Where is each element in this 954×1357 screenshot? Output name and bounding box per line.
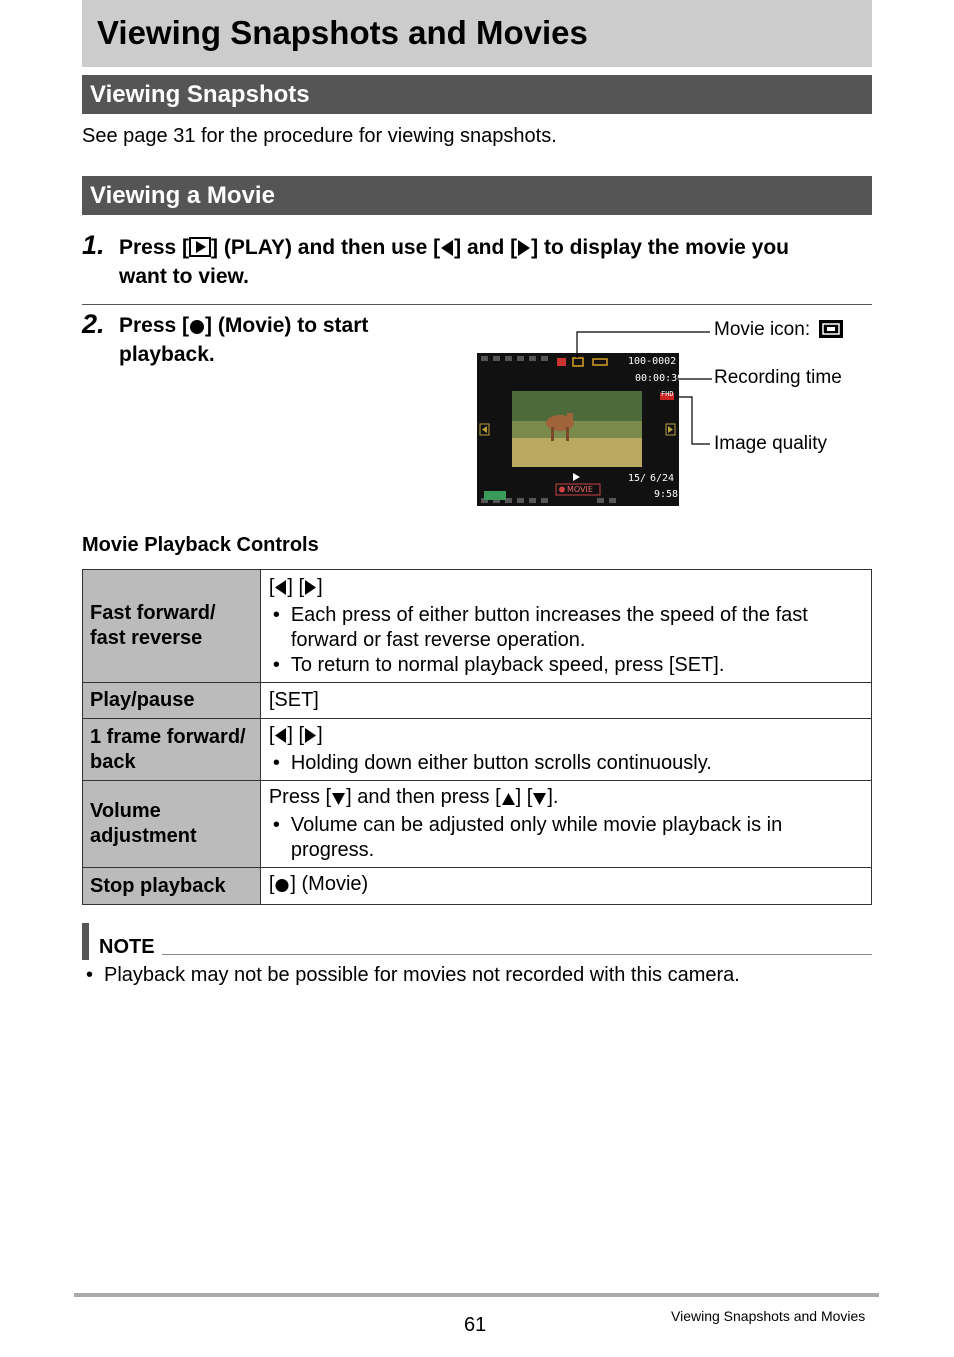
row-label-line: back: [90, 750, 136, 773]
controls-heading: Movie Playback Controls: [82, 534, 319, 556]
row-label-line: Volume: [90, 800, 161, 822]
down-triangle-icon: [532, 788, 547, 813]
footer-title: Viewing Snapshots and Movies: [671, 1308, 866, 1324]
note-rule: [162, 954, 872, 955]
step-1-text-b: ] (PLAY) and then use [: [211, 236, 441, 259]
table-row: [83, 719, 872, 781]
step-1-text-c: ] and [: [454, 236, 518, 259]
row-value-play-pause: [SET]: [260, 683, 871, 719]
volume-text-d: ].: [547, 786, 559, 808]
screen-recording-time: 00:00:30: [635, 373, 684, 384]
step-2-text-a: Press [: [119, 314, 190, 337]
callout-recording-time: Recording time: [714, 367, 842, 388]
snapshots-body-text: See page 31 for the procedure for viewing snapshots.: [82, 125, 557, 147]
screen-frame-count: 15/: [628, 473, 647, 484]
step-1-text-line2: want to view.: [119, 265, 249, 288]
table-row: [83, 781, 872, 868]
row-label-line: Fast forward/: [90, 602, 216, 624]
movie-icon: [819, 320, 843, 345]
step-1-text-a: Press [: [119, 236, 190, 259]
volume-text-a: Press [: [268, 786, 332, 808]
note-label: NOTE: [99, 936, 155, 958]
list-item: [269, 603, 863, 653]
row-label-frame: [83, 719, 261, 781]
row-value-volume: [260, 781, 871, 868]
list-item: [269, 813, 863, 863]
step-2-number: 2.: [82, 309, 105, 339]
row-label-fast-forward: [83, 570, 261, 683]
row-label-line: adjustment: [90, 825, 197, 847]
left-triangle-icon: [274, 578, 287, 603]
screen-file-number: 100-0002: [628, 356, 677, 367]
left-triangle-icon: [440, 238, 454, 264]
callout-movie-icon: [714, 318, 843, 345]
movie-record-dot-icon: [274, 875, 290, 900]
step-2-text: [119, 313, 449, 368]
play-key-icon: [189, 237, 211, 264]
volume-text-c: ] [: [515, 786, 533, 808]
row-keys: [ ] [ ]: [269, 575, 863, 603]
list-item-line: • Volume can be adjusted only while movie playback is in: [290, 814, 783, 836]
row-value-stop: [ ] (Movie): [260, 868, 871, 905]
callout-movie-icon-label: Movie icon:: [714, 319, 811, 340]
note-marker: [82, 923, 89, 960]
row-keys: [269, 785, 863, 813]
table-row: [83, 868, 872, 905]
movie-record-dot-icon: [189, 316, 205, 342]
callout-image-quality: Image quality: [714, 433, 828, 454]
table-row: [83, 683, 872, 719]
list-item-line: • Each press of either button increases the speed of the fast: [290, 603, 808, 626]
up-triangle-icon: [501, 788, 516, 813]
step-divider: [82, 304, 872, 305]
row-label-play-pause: Play/pause: [83, 683, 261, 719]
step-1-text: [119, 235, 872, 290]
row-label-stop: Stop playback: [83, 868, 261, 905]
page-number: 61: [464, 1314, 487, 1336]
row-label-volume: [83, 781, 261, 868]
row-label-line: 1 frame forward/: [90, 725, 246, 748]
footer-rule: [74, 1293, 879, 1297]
list-item: • Holding down either button scrolls continuously.: [269, 751, 863, 776]
row-value-fast-forward: [260, 570, 871, 683]
note-bullet: • Playback may not be possible for movies not recorded with this camera.: [82, 963, 954, 988]
page-title: Viewing Snapshots and Movies: [97, 14, 588, 51]
screen-date: 6/24: [650, 473, 675, 484]
screen-quality: FHD: [661, 390, 674, 398]
callout-lines: [560, 320, 720, 460]
controls-table: [82, 569, 872, 905]
step-1-text-d: ] to display the movie you: [531, 236, 790, 259]
row-label-line: fast reverse: [90, 627, 203, 649]
right-triangle-icon: [304, 578, 317, 603]
list-item-line: forward or fast reverse operation.: [290, 628, 586, 651]
step-2-text-line2: playback.: [119, 343, 215, 366]
screen-clock: 9:58: [654, 489, 679, 500]
step-1-number: 1.: [82, 230, 105, 260]
left-triangle-icon: [274, 726, 287, 751]
row-keys-sep: ] [: [287, 575, 305, 598]
volume-text-b: ] and then press [: [346, 786, 501, 808]
section-heading-movie: Viewing a Movie: [82, 176, 872, 215]
row-value-frame: [260, 719, 871, 781]
table-row: [83, 570, 872, 683]
list-item: • To return to normal playback speed, press [SET].: [269, 653, 863, 678]
stop-value-text: ] (Movie): [290, 873, 369, 895]
right-triangle-icon: [517, 238, 531, 264]
right-triangle-icon: [304, 726, 317, 751]
down-triangle-icon: [331, 788, 346, 813]
row-keys-sep: ] [: [287, 724, 305, 746]
row-keys: [ ] [ ]: [269, 723, 863, 751]
step-2-text-b: ] (Movie) to start: [205, 314, 369, 337]
section-heading-snapshots: Viewing Snapshots: [82, 75, 872, 114]
list-item-line: progress.: [290, 839, 375, 861]
screen-movie-label: MOVIE: [567, 485, 593, 494]
